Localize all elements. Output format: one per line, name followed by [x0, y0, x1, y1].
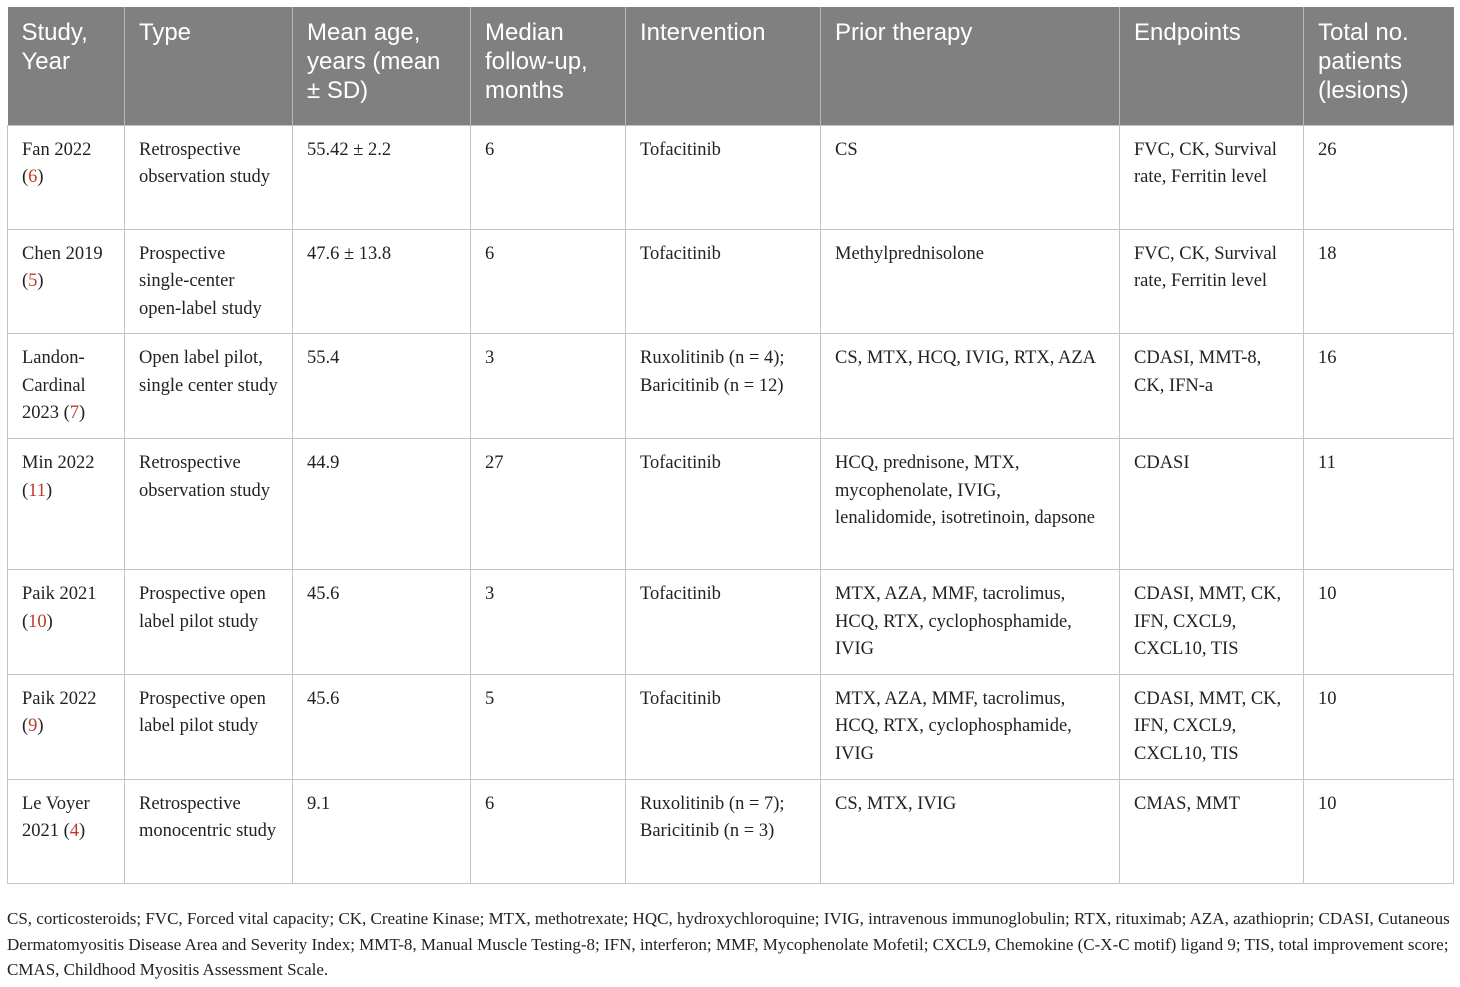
reference-link[interactable]: 9 [28, 716, 38, 737]
header-median-follow-up: Median follow-up, months [471, 7, 626, 125]
reference-link[interactable]: 10 [28, 611, 47, 632]
cell-study: Le Voyer 2021 (4) [8, 779, 125, 883]
cell-age: 47.6 ± 13.8 [293, 229, 471, 334]
study-name: Paik 2021 [22, 584, 97, 605]
study-name: Min 2022 [22, 453, 95, 474]
cell-intervention: Tofacitinib [626, 674, 821, 779]
cell-endpoints: FVC, CK, Survival rate, Ferritin level [1120, 125, 1304, 229]
table-row [8, 674, 1454, 779]
studies-table [7, 7, 1454, 884]
cell-prior-therapy: MTX, AZA, MMF, tacrolimus, HCQ, RTX, cyclophosphamide, IVIG [821, 674, 1120, 779]
cell-intervention: Tofacitinib [626, 125, 821, 229]
reference-link[interactable]: 7 [69, 403, 80, 424]
header-prior-therapy: Prior therapy [821, 7, 1120, 125]
table-row [8, 229, 1454, 334]
cell-endpoints: CMAS, MMT [1120, 779, 1304, 883]
cell-total: 18 [1304, 229, 1454, 334]
cell-intervention: Tofacitinib [626, 439, 821, 570]
table-row [8, 570, 1454, 675]
cell-prior-therapy: Methylprednisolone [821, 229, 1120, 334]
cell-total: 11 [1304, 439, 1454, 570]
cell-followup: 3 [471, 334, 626, 439]
cell-prior-therapy: CS, MTX, HCQ, IVIG, RTX, AZA [821, 334, 1120, 439]
study-name: Paik 2022 [22, 688, 97, 709]
reference-link[interactable]: 4 [69, 821, 80, 842]
cell-age: 45.6 [293, 570, 471, 675]
cell-total: 10 [1304, 779, 1454, 883]
cell-type: Retrospective monocentric study [125, 779, 293, 883]
cell-endpoints: CDASI [1120, 439, 1304, 570]
cell-intervention: Ruxolitinib (n = 7); Baricitinib (n = 3) [626, 779, 821, 883]
cell-followup: 6 [471, 229, 626, 334]
cell-intervention: Tofacitinib [626, 570, 821, 675]
study-name: Chen 2019 [22, 243, 103, 264]
cell-followup: 5 [471, 674, 626, 779]
cell-type: Retrospective observation study [125, 439, 293, 570]
header-type: Type [125, 7, 293, 125]
study-name: Fan 2022 [22, 139, 92, 160]
cell-type: Prospective single-center open-label study [125, 229, 293, 334]
cell-study: Paik 2022 (9) [8, 674, 125, 779]
cell-study: Min 2022 (11) [8, 439, 125, 570]
cell-intervention: Ruxolitinib (n = 4); Baricitinib (n = 12) [626, 334, 821, 439]
cell-age: 9.1 [293, 779, 471, 883]
cell-prior-therapy: CS [821, 125, 1120, 229]
studies-table-container [7, 7, 1453, 884]
cell-endpoints: CDASI, MMT, CK, IFN, CXCL9, CXCL10, TIS [1120, 570, 1304, 675]
cell-type: Prospective open label pilot study [125, 570, 293, 675]
cell-endpoints: FVC, CK, Survival rate, Ferritin level [1120, 229, 1304, 334]
cell-study: Landon-Cardinal 2023 (7) [8, 334, 125, 439]
cell-total: 16 [1304, 334, 1454, 439]
study-name: Le Voyer 2021 [22, 793, 90, 842]
cell-study: Chen 2019 (5) [8, 229, 125, 334]
study-name: Landon-Cardinal 2023 [22, 348, 86, 424]
header-study-year: Study, Year [8, 7, 125, 125]
header-total-patients: Total no. patients (lesions) [1304, 7, 1454, 125]
reference-link[interactable]: 11 [28, 480, 46, 501]
cell-age: 44.9 [293, 439, 471, 570]
cell-age: 45.6 [293, 674, 471, 779]
header-intervention: Intervention [626, 7, 821, 125]
cell-type: Retrospective observation study [125, 125, 293, 229]
table-row [8, 439, 1454, 570]
cell-age: 55.42 ± 2.2 [293, 125, 471, 229]
cell-study: Paik 2021 (10) [8, 570, 125, 675]
cell-total: 10 [1304, 674, 1454, 779]
cell-prior-therapy: HCQ, prednisone, MTX, mycophenolate, IVIG, lenalidomide, isotretinoin, dapsone [821, 439, 1120, 570]
cell-prior-therapy: MTX, AZA, MMF, tacrolimus, HCQ, RTX, cyclophosphamide, IVIG [821, 570, 1120, 675]
cell-followup: 6 [471, 779, 626, 883]
cell-total: 10 [1304, 570, 1454, 675]
table-row [8, 779, 1454, 883]
table-row [8, 334, 1454, 439]
cell-followup: 27 [471, 439, 626, 570]
table-header-row [8, 7, 1454, 125]
cell-intervention: Tofacitinib [626, 229, 821, 334]
cell-age: 55.4 [293, 334, 471, 439]
cell-followup: 3 [471, 570, 626, 675]
reference-link[interactable]: 6 [28, 167, 38, 188]
cell-endpoints: CDASI, MMT, CK, IFN, CXCL9, CXCL10, TIS [1120, 674, 1304, 779]
cell-type: Prospective open label pilot study [125, 674, 293, 779]
header-endpoints: Endpoints [1120, 7, 1304, 125]
cell-followup: 6 [471, 125, 626, 229]
cell-prior-therapy: CS, MTX, IVIG [821, 779, 1120, 883]
cell-study: Fan 2022 (6) [8, 125, 125, 229]
table-row [8, 125, 1454, 229]
cell-endpoints: CDASI, MMT-8, CK, IFN-a [1120, 334, 1304, 439]
reference-link[interactable]: 5 [28, 271, 38, 292]
table-footnote: CS, corticosteroids; FVC, Forced vital capacity; CK, Creatine Kinase; MTX, methotrexate; HQC, hydroxychloroquine; IVIG, intravenous immunoglobulin; RTX, rituximab; AZA, azathioprin; CDASI, Cutaneous Dermatomyositis Disease Area and Severity Index; MMT-8, Manual Muscle Testing-8; IFN, interferon; MMF, Mycophenolate Mofetil; CXCL9, Chemokine (C-X-C motif) ligand 9; TIS, total improvement score; CMAS, Childhood Myositis Assessment Scale. [7, 909, 1450, 979]
cell-total: 26 [1304, 125, 1454, 229]
header-mean-age: Mean age, years (mean ± SD) [293, 7, 471, 125]
cell-type: Open label pilot, single center study [125, 334, 293, 439]
